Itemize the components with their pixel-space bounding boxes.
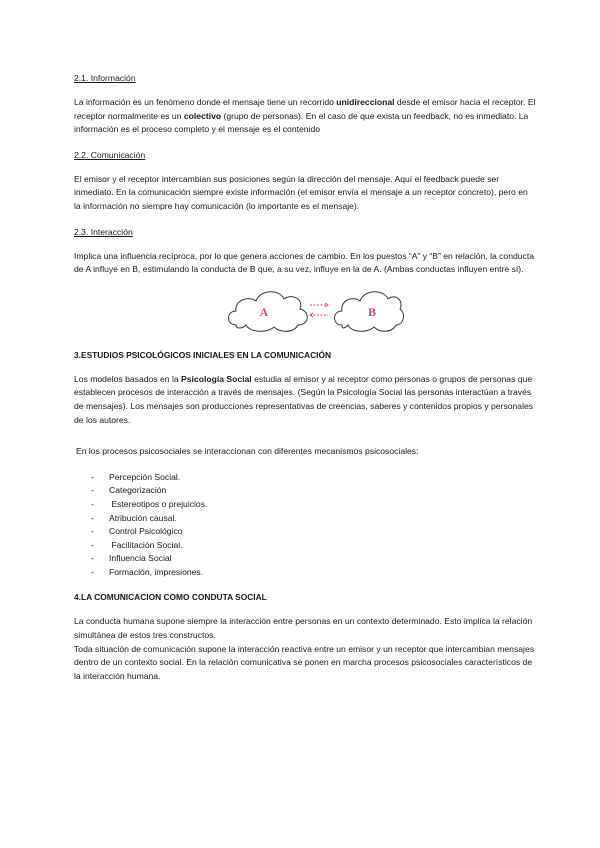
list-item-text: Categorización xyxy=(109,485,167,496)
list-item-text: Percepción Social. xyxy=(109,471,181,482)
list-dash: - xyxy=(91,485,94,496)
heading-estudios-psicologicos: 3.ESTUDIOS PSICOLÓGICOS INICIALES EN LA COMUNICACIÓN xyxy=(74,349,332,360)
list-dash: - xyxy=(91,526,94,537)
paragraph-procesos: En los procesos psicosociales se interaccionan con diferentes mecanismos psicosociales: xyxy=(76,446,419,457)
heading-comunicacion: 2.2. Comunicación xyxy=(74,149,146,160)
list-dash: - xyxy=(91,498,94,509)
list-item xyxy=(74,498,536,512)
list-item xyxy=(74,484,536,498)
paragraph-modelos xyxy=(74,373,536,427)
text-run: estudia al emisor y al receptor como personas o grupos de personas que establecen procesos de interacción a través de mensajes. (Según la Psicología Social las personas interactúan a través de mensajes). Los mensajes son producciones representativas de creencias, saberes y contenidos propios y personales de los autores. xyxy=(74,373,534,425)
list-dash: - xyxy=(91,566,94,577)
cloud-b-label: B xyxy=(367,304,377,319)
heading-conducta-social: 4.LA COMUNICACION COMO CONDUTA SOCIAL xyxy=(74,592,267,603)
list-item xyxy=(74,566,536,580)
interaction-diagram xyxy=(74,281,536,337)
paragraph-comunicacion: El emisor y el receptor intercambian sus posiciones según la dirección del mensaje. Aquí el feedback puede ser inmediato. En la comunicación siempre existe información (el emisor envía el mensaje a un receptor concreto), pero en la información no siempre hay comunicación (lo importante es el mensaje). xyxy=(74,173,528,211)
list-item-text: Atribución causal. xyxy=(109,512,177,523)
bold-unidireccional: unidireccional xyxy=(336,97,395,107)
list-item xyxy=(74,552,536,566)
paragraph-informacion xyxy=(74,96,536,137)
mechanisms-list xyxy=(74,471,536,580)
list-dash: - xyxy=(91,471,94,482)
list-item-text: Control Psicológico xyxy=(109,526,183,537)
list-dash: - xyxy=(91,539,94,550)
cloud-diagram xyxy=(224,281,404,337)
bold-colectivo: colectivo xyxy=(183,110,222,121)
arrow-right xyxy=(310,303,328,307)
list-item-text: Facilitación Social. xyxy=(109,539,183,550)
cloud-a-label: A xyxy=(259,304,269,319)
paragraph-situacion-comunicacion: Toda situación de comunicación supone la interacción reactiva entre un emisor y un receptor que intercambian mensajes dentro de un contexto social. En la relación comunicativa se ponen en marcha procesos psicosociales característicos de la interacción humana. xyxy=(74,643,535,681)
bold-psicologia-social: Psicología Social xyxy=(181,373,252,384)
list-dash: - xyxy=(91,512,94,523)
text-run: desde el emisor hacia el receptor. El receptor normalmente es un xyxy=(74,97,536,121)
arrow-left xyxy=(310,313,328,317)
list-item-text: Influencia Social xyxy=(109,553,172,564)
document-content xyxy=(74,72,536,695)
list-item xyxy=(74,512,536,526)
list-item xyxy=(74,471,536,485)
list-dash: - xyxy=(91,553,94,564)
list-item xyxy=(74,539,536,553)
text-run: Los modelos basados en la xyxy=(74,373,182,384)
list-item xyxy=(74,525,536,539)
paragraph-interaccion: Implica una influencia recíproca, por lo que genera acciones de cambio. En los puestos “A” y “B” en relación, la conducta de A influye en B, estimulando la conducta de B que, a su vez, influye en la de A. (Ambas conductas influyen entre sí). xyxy=(74,250,535,275)
paragraph-conducta-humana: La conducta humana supone siempre la interacción entre personas en un contexto determinado. Esto implica la relación simultánea de estos tres constructos. xyxy=(74,616,533,641)
list-item-text: Estereotipos o prejuicios. xyxy=(109,498,208,509)
heading-informacion: 2.1. Información xyxy=(74,73,136,83)
text-run: (grupo de personas). En el caso de que exista un feedback, no es inmediato. La información es el proceso completo y el mensaje es el contenido xyxy=(74,110,529,135)
text-run: La información es un fenómeno donde el mensaje tiene un recorrido xyxy=(74,97,337,107)
list-item-text: Formación, impresiones. xyxy=(109,566,204,577)
heading-interaccion: 2.3. Interacción xyxy=(74,226,133,237)
